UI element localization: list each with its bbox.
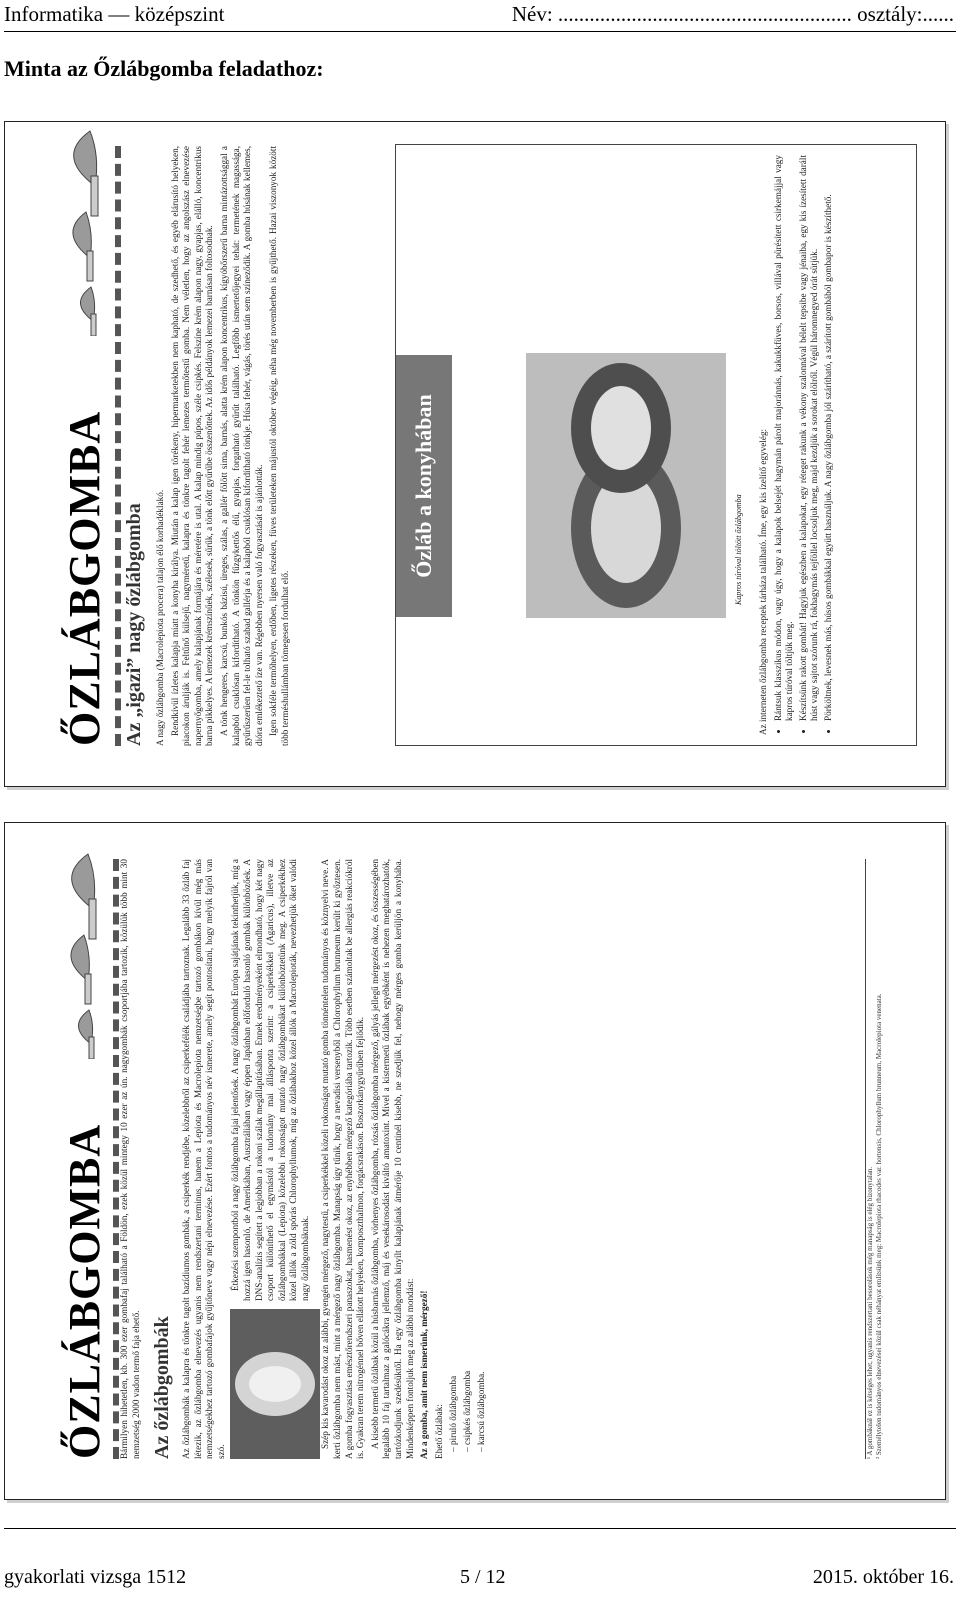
sample-page-1 xyxy=(4,121,946,787)
page2-body xyxy=(181,859,489,1459)
edible-title: Ehető őzlábak: xyxy=(433,1404,444,1459)
page-header xyxy=(0,0,960,30)
title-dash-line xyxy=(115,146,121,746)
page1-subtitle: Az „igazi” nagy őzlábgomba xyxy=(123,503,145,746)
page2-photo-row xyxy=(230,859,320,1459)
stuffed-mushroom-photo xyxy=(526,353,726,618)
edible-item: – karcsú őzlábgomba. xyxy=(476,859,488,1445)
photo-caption: Kapros túróval töltött őzlábgomba xyxy=(734,494,743,605)
page1-paragraph: Rendkívül ízletes kalapja miatt a konyha királya. Miután a kalap igen törékeny, hipermarketekben nem kapható, de szedhető, és egyéb elárusító helyeken, piacokon árulják is. Feltűnő külsejű, nagyméretű, kalapra és tönkre tagolt fehér lemezes termőtestű gomba. Nem véletlen, hogy az angolszász elnevezése napernyőgomba, amely kalapjának formájára és méretére is utal. A kalap mindig púpos, széle csipkés. Felszíne krém alapon nagy, gyapjas, elálló, koncentrikus barna pikkelyes. A lemezek krémszínűek, szélesek, sűrűk, a tönk előtt gyűrűbe összenőttek. Az idős példányok lemezei barnásan foltosodnak. xyxy=(169,146,215,746)
recipe-list xyxy=(773,155,835,735)
kitchen-box xyxy=(395,144,917,746)
footer-exam: gyakorlati vizsga 1512 xyxy=(4,1566,187,1588)
page1-intro: A nagy őzlábgomba (Macrolepiota procera) talajon élő korhadéklakó. xyxy=(155,489,165,746)
kitchen-title: Őzláb a konyhában xyxy=(396,355,452,617)
document-title: Minta az Őzlábgomba feladathoz: xyxy=(4,56,324,81)
header-rule xyxy=(4,31,956,32)
page2-paragraph: A kisebb termetű őzlábak közül a húsbarnás őzlábgomba, vörhenyes őzlábgomba, rózsás őzlábgomba mérgező, gályás jellegű mérgezést okoz, és összességében legalább 10 faj tartalmaz a galócákra jellemző, máj és vesekárosodást kiváltó amatoxint. Mivel a kistermetű őzlábak egyébként is nehezen meghatározhatók, tartózkodjunk szedésüktől. Ha egy őzlábgomba kinyílt kalapjának átmérője 10 centinél kisebb, ne szedjük fel, nehogy mérges gomba kerüljön a konyhába. Mindenképpen fontoljuk meg az alábbi mondást: xyxy=(369,859,415,1459)
edible-list xyxy=(448,859,487,1459)
kitchen-text xyxy=(758,155,837,735)
recipe-item: • Készítsünk rakott gombát! Hagyjuk egészben a kalapokat, egy réteget rakunk a vékony szalonnával bélelt tepsibe vagy jénaiba, egy kis ízesített darált húst vagy sajtot szórunk rá, fokhagymás tejföllel locsoljuk meg, majd kezdjük a sorokat elölről. Végül háromnegyed órát sütjük. xyxy=(798,155,821,721)
footnote: ¹ A gombáknál ez is kétséges lehet, ugyanis rendszertani besorolások még manapság is elég bizonytalan. xyxy=(866,1166,874,1459)
page2-paragraph: Az őzlábgombák a kalapra és tönkre tagolt bazídiumos gombák, a csiperkék rendjébe, közelebbről az csiperkefélék családjába tartoznak. Legalább 33 őzláb faj létezik, az őzlábgomba elnevezés ugyanis nem rendszertani terminus, hanem a Lepiota és Macrolepiota nemzetségbe tartozó gombákon kívül még más nemzetségekhez tartozó gombafajok gyűjtőneve vagy népi elnevezése. Ezért fontos a tudományos név ismerete, amely segít pontosítani, hogy melyik fajról van szó. xyxy=(181,859,226,1459)
footer-rule xyxy=(4,1528,956,1529)
page2-paragraph: Szép kis kavarodást okoz az alábbi, gyengén mérgező, nagytestű, a csiperkékkel közeli rokonságot mutató gomba tönnéntelen tudományos és köznyelvi neve. A kerti őzlábgomba nem mást, mint a mérgező nagy őzlábgomba. Manapság úgy tűnik, hogy a nevadisi versenyből a Chlorophyllum brunneum került ki győztesen. A gomba fogyasztása emésztőrendszeri panaszokat, hasmenést okoz, az enyhébben mérgező kategóriába tartozik. Több esetben számoltak be allergiás reakciókról is. Gyakran terem nitrogénnel bőven ellátott helyeken, komposzthalmon, forgácsrakáson. Boszorkánygyűrűben fejlődik. xyxy=(320,859,366,1459)
footnote: ² Személytelen tudományos elnevezései közül csak néhányat említsünk meg: Macrolepiota rhacodes var. hortensis, Chlorophyllum brunneum, Macrolepiota venenata. xyxy=(875,993,883,1459)
footer-date: 2015. október 16. xyxy=(812,1566,954,1588)
page1-body xyxy=(155,146,295,746)
mushroom-illustration xyxy=(35,126,155,336)
page1-main-title: ŐZLÁBGOMBA xyxy=(60,410,109,746)
mushroom-photo xyxy=(230,1309,320,1459)
recipe-item: • Rántsuk klasszikus módon, vagy úgy, hogy a kalapok belsejét hagymán párolt majoránnás, kakukkfüves, borsos, villával pürésített csirkemájjal vagy kapros túróval töltjük meg. xyxy=(773,155,796,721)
page1-paragraph: A tönk hengeres, karcsú, bunkós bázisú, üreges, szálas, a gallér fölött sima, barnás, alatta krém alapon koncentrikus, kígyóbőrszerű barna mintázottsággal a kalapból csuklósan kifordítható. A tönkön fűzgykettős élű, gyapjas, forgatható gyűrűt található. Legfőbb ismertetőjegyei tehát: termetének magassága, gyűrűszerűen fel-le tolható szabad gallérja és a kalapból csuklósan kifordítható tönkje. Húsa fehér, vágás, törés után sem színeződik. A gomba húsának kellemes, dióra emlékeztető íze van. Régebben nyersen való fogyasztását is ajánlották. xyxy=(218,146,264,746)
kitchen-intro: Az interneten őzlábgomba receptek tárháza található. Íme, egy kis ízelítő egyvelég: xyxy=(758,428,768,735)
warning-text: Az a gomba, amit nem ismerünk, mérgező! xyxy=(419,1290,430,1459)
page2-main-title: ŐZLÁBGOMBA xyxy=(60,1123,109,1459)
sample-page-2 xyxy=(4,822,946,1500)
header-subject: Informatika — középszint xyxy=(4,2,225,26)
edible-item: – csipkés őzlábgomba xyxy=(462,859,474,1445)
page2-lead: Bármilyen hihetetlen, kb. 300 ezer gombafaj található a Földön, ezek közül mintegy 10 ezer az ún. nagygombák csoportjába tartozik, közülük több mint 30 nemzetség 2000 vadon termő faja ehető. xyxy=(119,859,141,1459)
recipe-item: • Pörköltnek, levesnek más, húsos gombákkal együtt használjuk. A nagy őzlábgomba jól szárítható, a szárított gombából gombapor is készíthető. xyxy=(823,155,835,721)
page2-subtitle: Az őzlábgombák xyxy=(151,1316,173,1459)
page2-paragraph: Étkezési szempontból a nagy őzlábgomba fajai jelentősek. A nagy őzlábgombát Európa sajátjának tekinthetjük, míg a hozzá igen hasonló, de Amerikában, Ausztráliában vagy éppen Japánban előforduló hasonló gombák különbözőek. A DNS-analízis segített a legjobban a rokoni szálak megállapításában. Ennek eredményeként elmondható, hogy két nagy csoport különíthető el egymástól a tudomány mai állásponta szerint: a csiperkékkel (Agaricus), illetve az őzlábgombákkal (Lepiota) közelebbi rokonságot mutató nagy őzlábgombákat különböztetünk meg. A csiperkékhez közel állók a zöld spórás Chlorophyllumok, míg az őzlábakhoz közel állók a Macrolepioták, nevezhetjük őket valódi nagy őzlábgombáknak. xyxy=(230,859,310,1301)
edible-item: – piruló őzlábgomba xyxy=(448,859,460,1445)
page1-paragraph: Igen sokféle termőhelyen, erdőben, ligetes részeken, füves területeken májustól október végéig, néha még novemberben is gyűjthető. Hazai viszonyok között több terméshullámban tömegesen fordulhat elő. xyxy=(268,146,290,746)
footer-page-number: 5 / 12 xyxy=(460,1566,506,1588)
header-name-class: Név: ........................................................ osztály:...... xyxy=(511,2,954,26)
footnotes xyxy=(865,859,884,1459)
